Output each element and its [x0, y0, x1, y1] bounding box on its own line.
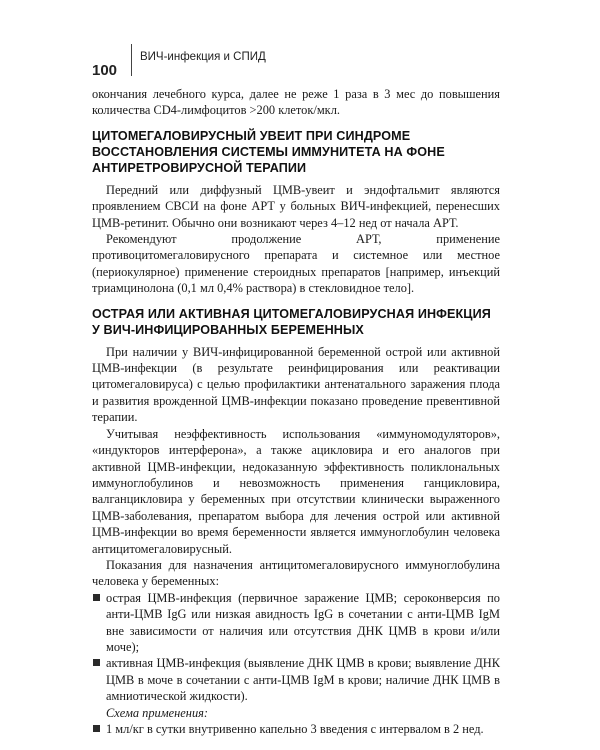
section1-paragraph: Передний или диффузный ЦМВ-увеит и эндофтальмит являются проявлением СВСИ на фоне АРТ у больных ВИЧ-инфекцией, перенесших ЦМВ-ретинит. Обычно они возникают через 4–12 нед от начала АРТ.: [92, 182, 500, 230]
section2-heading: ОСТРАЯ ИЛИ АКТИВНАЯ ЦИТОМЕГАЛОВИРУСНАЯ ИНФЕКЦИЯ У ВИЧ-ИНФИЦИРОВАННЫХ БЕРЕМЕННЫХ: [92, 306, 491, 337]
list-item-text: активная ЦМВ-инфекция (выявление ДНК ЦМВ в крови; выявление ДНК ЦМВ в моче в сочетании с анти-ЦМВ IgM в крови; наличие ДНК ЦМВ в амниотической жидкости).: [106, 656, 500, 704]
square-bullet-icon: [93, 659, 100, 666]
intro-paragraph: окончания лечебного курса, далее не реже 1 раза в 3 мес до повышения количества CD4-лимфоцитов >200 клеток/мкл.: [92, 87, 500, 118]
running-title: ВИЧ-инфекция и СПИД: [140, 51, 266, 63]
square-bullet-icon: [93, 725, 100, 732]
section2-paragraph: Учитывая неэффективность использования «иммуномодуляторов», «индукторов интерферона», а также ацикловира и его аналогов при активной ЦМВ-инфекции, недоказанную эффективность поликлональных иммуноглобулинов и невозможность применения ганцикловира, валганцикловира у беременных при отсутствии клинически выраженного ЦМВ-заболевания, препаратом выбора для лечения острой или активной ЦМВ-инфекции во время беременности является иммуноглобулин человека антицитомегаловирусный.: [92, 426, 500, 556]
indications-list: [92, 590, 500, 705]
section2-paragraph: Показания для назначения антицитомегаловирусного иммуноглобулина человека у беременных:: [92, 557, 500, 589]
scheme-label: Схема применения:: [106, 705, 209, 720]
list-item: [92, 590, 500, 656]
header-divider: [131, 44, 132, 76]
list-item-text: 1 мл/кг в сутки внутривенно капельно 3 введения с интервалом в 2 нед.: [106, 722, 484, 736]
list-item: [92, 655, 500, 704]
scheme-list: [92, 721, 500, 737]
square-bullet-icon: [93, 594, 100, 601]
list-item-text: острая ЦМВ-инфекция (первичное заражение ЦМВ; сероконверсия по анти-ЦМВ IgG или низкая авидность IgG в сочетании с анти-ЦМВ IgM вне зависимости от наличия или отсутствия ДНК ЦМВ в крови и/или моче);: [106, 590, 500, 654]
section1-paragraph: Рекомендуют продолжение АРТ, применение противоцитомегаловирусного препарата и системное или местное (периокулярное) применение стероидных препаратов [например, инъекций триамцинолона (0,1 мл 0,4% раствора) в стекловидное тело].: [92, 232, 500, 296]
list-item: [92, 721, 500, 737]
page-content: [92, 86, 500, 737]
section1-heading: ЦИТОМЕГАЛОВИРУСНЫЙ УВЕИТ ПРИ СИНДРОМЕ ВОССТАНОВЛЕНИЯ СИСТЕМЫ ИММУНИТЕТА НА ФОНЕ АНТИРЕТРОВИРУСНОЙ ТЕРАПИИ: [92, 128, 445, 175]
page-number: 100: [92, 62, 118, 79]
section2-paragraph: При наличии у ВИЧ-инфицированной беременной острой или активной ЦМВ-инфекции (в результате реинфицирования или реактивации цитомегаловируса) с целью профилактики антенатального заражения плода и развития врожденной ЦМВ-инфекции показано проведение превентивной терапии.: [92, 344, 500, 425]
